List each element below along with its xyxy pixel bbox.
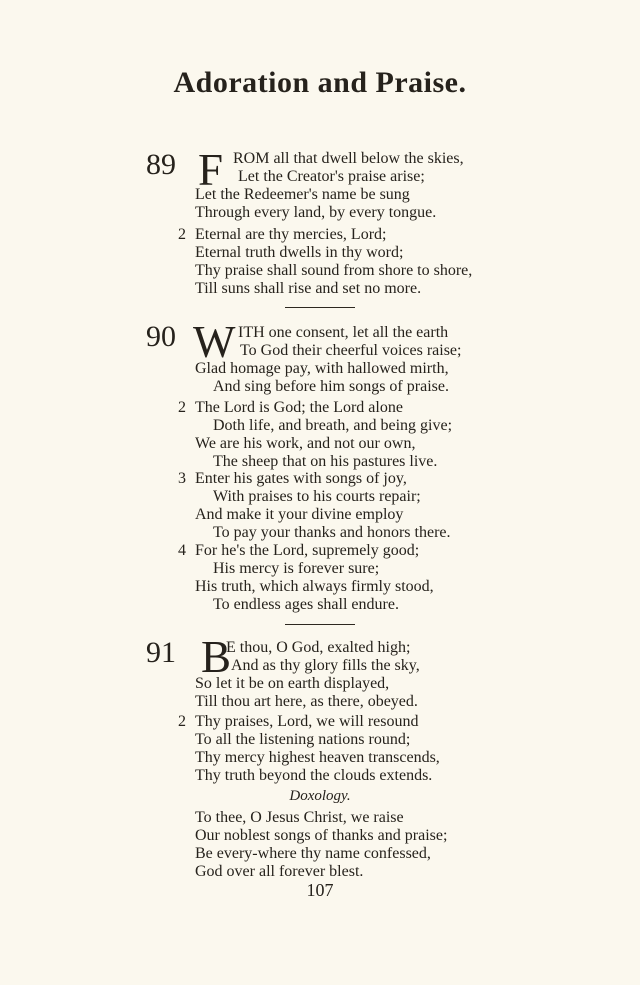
hymn-91-line: So let it be on earth displayed, bbox=[195, 675, 390, 692]
hymn-89-line: Eternal truth dwells in thy word; bbox=[195, 244, 404, 261]
hymn-90-line: And sing before him songs of praise. bbox=[213, 378, 449, 395]
verse-number: 2 bbox=[178, 399, 186, 416]
hymn-90-line: For he's the Lord, supremely good; bbox=[195, 542, 420, 559]
hymn-90-line: The sheep that on his pastures live. bbox=[213, 453, 438, 470]
page-number: 107 bbox=[306, 880, 334, 900]
hymn-91-line: And as thy glory fills the sky, bbox=[231, 657, 420, 674]
doxology-line: Be every-where thy name confessed, bbox=[195, 845, 431, 862]
hymn-89-line: Let the Creator's praise arise; bbox=[238, 168, 425, 185]
hymn-90-line: We are his work, and not our own, bbox=[195, 435, 416, 452]
verse-number: 4 bbox=[178, 542, 186, 559]
hymn-89-line: ROM all that dwell below the skies, bbox=[233, 150, 464, 167]
hymn-90-line: ITH one consent, let all the earth bbox=[238, 324, 449, 341]
hymn-91-line: Till thou art here, as there, obeyed. bbox=[195, 693, 418, 710]
hymn-90-line: To pay your thanks and honors there. bbox=[213, 524, 451, 541]
hymn-90-line: His truth, which always firmly stood, bbox=[195, 578, 434, 595]
hymn-91-line: To all the listening nations round; bbox=[195, 731, 411, 748]
hymn-91-line: E thou, O God, exalted high; bbox=[226, 639, 411, 656]
section-divider bbox=[285, 624, 355, 625]
hymn-89-line: Eternal are thy mercies, Lord; bbox=[195, 226, 387, 243]
hymn-number-90: 90 bbox=[146, 320, 176, 353]
verse-number: 3 bbox=[178, 470, 186, 487]
section-divider bbox=[285, 307, 355, 308]
hymn-90-dropcap: W bbox=[193, 317, 236, 367]
doxology-line: Our noblest songs of thanks and praise; bbox=[195, 827, 448, 844]
hymn-91-line: Thy truth beyond the clouds extends. bbox=[195, 767, 433, 784]
verse-number: 2 bbox=[178, 226, 186, 243]
hymn-91-dropcap: B bbox=[201, 632, 232, 682]
page-heading: Adoration and Praise. bbox=[173, 66, 467, 99]
doxology-title: Doxology. bbox=[289, 788, 351, 804]
hymn-number-91: 91 bbox=[146, 636, 176, 669]
hymn-90-line: And make it your divine employ bbox=[195, 506, 404, 523]
hymn-90-line: To God their cheerful voices raise; bbox=[240, 342, 462, 359]
hymn-89-line: Let the Redeemer's name be sung bbox=[195, 186, 410, 203]
doxology-line: To thee, O Jesus Christ, we raise bbox=[195, 809, 404, 826]
hymn-90-line: The Lord is God; the Lord alone bbox=[195, 399, 403, 416]
hymn-90-line: Enter his gates with songs of joy, bbox=[195, 470, 407, 487]
hymn-89-line: Till suns shall rise and set no more. bbox=[195, 280, 422, 297]
hymn-90-line: To endless ages shall endure. bbox=[213, 596, 399, 613]
hymn-90-line: Doth life, and breath, and being give; bbox=[213, 417, 453, 434]
hymn-90-line: His mercy is forever sure; bbox=[213, 560, 380, 577]
hymn-89-line: Through every land, by every tongue. bbox=[195, 204, 437, 221]
hymn-90-line: Glad homage pay, with hallowed mirth, bbox=[195, 360, 449, 377]
hymn-90-line: With praises to his courts repair; bbox=[213, 488, 421, 505]
verse-number: 2 bbox=[178, 713, 186, 730]
hymn-91-line: Thy mercy highest heaven transcends, bbox=[195, 749, 440, 766]
hymn-89-line: Thy praise shall sound from shore to shore, bbox=[195, 262, 473, 279]
hymn-91-line: Thy praises, Lord, we will resound bbox=[195, 713, 419, 730]
hymn-89-dropcap: F bbox=[198, 145, 224, 195]
doxology-line: God over all forever blest. bbox=[195, 863, 364, 880]
hymn-number-89: 89 bbox=[146, 148, 176, 181]
